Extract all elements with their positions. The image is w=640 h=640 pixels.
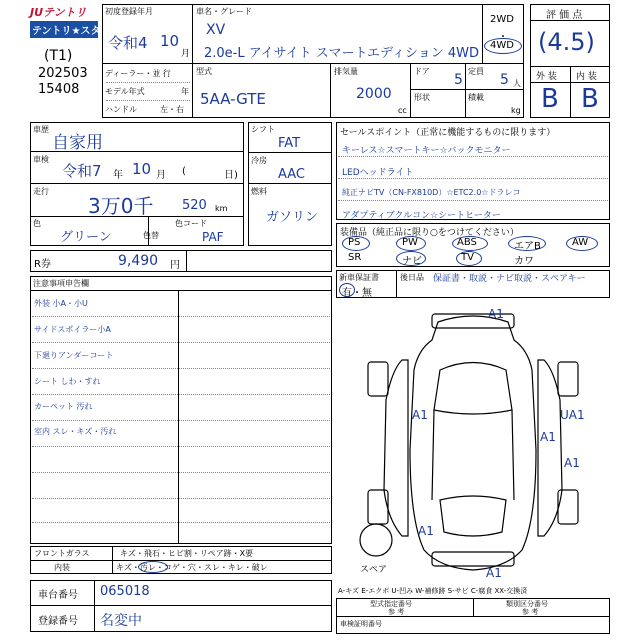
- score-ext: B: [541, 84, 559, 114]
- spare-label: スペア: [360, 565, 388, 575]
- shift-value: FAT: [278, 136, 301, 151]
- recycle-value: 9,490: [118, 253, 159, 269]
- warranty-label: 新車保証書: [339, 273, 379, 282]
- damage-legend: A-キズ E-エクボ U-凹み W-補修跡 S-サビ C-腐食 XX-交換済: [338, 587, 528, 595]
- capacity-unit: 人: [513, 79, 521, 88]
- equip-label: 装備品（純正品に限り○をつけてください）: [340, 228, 519, 238]
- lot-tag: (T1): [44, 48, 73, 64]
- shaken-era: 令和7: [62, 162, 102, 180]
- aircon-label: 冷房: [251, 156, 267, 165]
- fuel-value: ガソリン: [266, 210, 319, 225]
- handle-value: 左・右: [160, 105, 184, 114]
- shape-label: 形状: [414, 93, 430, 102]
- damage-mark-right-front: UA1: [560, 408, 585, 422]
- shaken-day-unit: 日): [224, 170, 238, 181]
- score-int-label: 内 装: [576, 72, 597, 82]
- installed-label: 後日品: [400, 273, 424, 282]
- equip-ps: PS: [348, 237, 361, 248]
- damage-mark-left-rear: A1: [418, 524, 434, 538]
- shaken-month-unit: 月: [156, 170, 166, 181]
- doors-label: ドア: [414, 67, 430, 76]
- load-label: 積載: [468, 93, 484, 102]
- drive-4wd: 4WD: [490, 40, 514, 51]
- color-value: グリーン: [60, 230, 112, 245]
- usage-label: 車歴: [33, 125, 49, 134]
- installed-value: 保証書・取説・ナビ取説・スペアキー: [433, 274, 586, 284]
- displacement-value: 2000: [356, 86, 392, 102]
- mileage-label: 走行: [33, 187, 49, 196]
- note-line-4: シート しわ・すれ: [34, 377, 101, 386]
- drive-2wd: 2WD: [490, 14, 514, 25]
- sales-line-4: アダプティブクルコン☆シートヒーター: [342, 211, 501, 221]
- recycle-unit: 円: [170, 260, 180, 271]
- lot-code: 202503: [38, 66, 88, 81]
- mileage-value: 3万0千: [88, 194, 154, 218]
- color-code-label: 色コード: [175, 219, 207, 228]
- load-unit: kg: [511, 106, 521, 115]
- model-year-label: モデル年式: [105, 87, 145, 96]
- aircon-value: AAC: [278, 167, 305, 182]
- mileage-sub: 520: [182, 198, 207, 213]
- reg-month-unit: 月: [181, 49, 191, 59]
- logo-line2: テントリ★スター: [30, 21, 98, 38]
- doors-value: 5: [454, 72, 463, 88]
- equip-sr: SR: [348, 252, 362, 263]
- note-line-5: カーペット 汚れ: [34, 402, 93, 411]
- car-grade: 2.0e-L アイサイト スマートエディション 4WD: [204, 46, 479, 61]
- note-line-6: 室内 スレ・キズ・汚れ: [34, 427, 117, 436]
- notes-label: 注意事項申告欄: [33, 279, 89, 288]
- shift-label: シフト: [251, 125, 275, 134]
- glass-value: キズ・飛石・ヒビ割・リペア跡・X要: [120, 549, 254, 558]
- recycle-box: [30, 250, 332, 272]
- sales-line-3: 純正ナビTV（CN-FX810D）☆ETC2.0☆ドラレコ: [342, 188, 521, 197]
- class-ref: 参 考: [522, 608, 539, 616]
- damage-mark-right-mid: A1: [540, 430, 556, 444]
- dealer-label: ディーラー・並 行: [105, 69, 171, 78]
- note-line-2: サイドスポイラー小A: [34, 325, 111, 334]
- glass-label: フロントガラス: [34, 549, 90, 558]
- shaken-label: 車検: [33, 155, 49, 164]
- mileage-unit: km: [215, 204, 228, 213]
- note-line-3: 下廻りアンダーコート: [34, 351, 114, 360]
- capacity-value: 5: [500, 72, 509, 88]
- note-line-1: 外装 小A・小U: [34, 299, 88, 308]
- capacity-label: 定員: [468, 67, 484, 76]
- equip-aw: AW: [572, 237, 589, 248]
- regnum-label: 登録番号: [38, 616, 78, 627]
- type-ref: 参 考: [388, 608, 405, 616]
- class-label: 類別区分番号: [506, 600, 548, 608]
- logo-line1: JUテントリ: [30, 6, 87, 19]
- score-value: (4.5): [538, 28, 595, 56]
- reg-month: 10: [160, 32, 180, 50]
- damage-mark-left-front: A1: [412, 408, 428, 422]
- shaken-year-unit: 年: [113, 170, 123, 181]
- car-label: 車名・グレード: [196, 7, 252, 16]
- interior-value: キズ・汚レ・コゲ・穴・スレ・キレ・破レ: [116, 563, 268, 572]
- model-year-unit: 年: [181, 87, 189, 96]
- shaken-day-open: (: [182, 166, 186, 177]
- color-label: 色: [33, 219, 41, 228]
- equip-tv: TV: [461, 252, 474, 263]
- model-value: 5AA-GTE: [200, 90, 266, 108]
- chassis-value: 065018: [100, 584, 150, 599]
- lot-number: 15408: [38, 82, 80, 97]
- score-label: 評 価 点: [546, 10, 583, 21]
- shaken-month: 10: [132, 160, 152, 178]
- type-label: 型式指定番号: [370, 600, 412, 608]
- logo: [30, 4, 111, 44]
- model-label: 型式: [196, 67, 212, 76]
- damage-mark-rear: A1: [486, 566, 502, 580]
- fuel-label: 燃料: [251, 187, 267, 196]
- regnum-value: 名変中: [100, 613, 142, 629]
- color-code: PAF: [202, 230, 224, 244]
- equip-pw: PW: [402, 237, 418, 248]
- equip-abs: ABS: [457, 237, 477, 248]
- damage-mark-right-rear: A1: [564, 456, 580, 470]
- equip-leather: カワ: [514, 256, 534, 267]
- chassis-label: 車台番号: [38, 590, 78, 601]
- sales-line-1: キーレス☆スマートキー☆バックモニター: [342, 146, 511, 156]
- interior-label: 内装: [54, 563, 70, 572]
- score-ext-label: 外 装: [536, 72, 557, 82]
- sales-line-2: LEDヘッドライト: [342, 168, 414, 178]
- color-change-label: 色替: [143, 231, 159, 240]
- drive-dot: ・: [498, 32, 508, 43]
- reg-label: 初度登録年月: [105, 7, 153, 16]
- equip-airbag: エアB: [514, 241, 541, 252]
- damage-mark-front: A1: [488, 307, 504, 321]
- displacement-label: 排気量: [334, 67, 358, 76]
- equip-navi: ナビ: [402, 256, 422, 267]
- car-diagram: [336, 300, 610, 582]
- car-name: XV: [206, 22, 226, 38]
- warranty-value: 有・無: [342, 288, 372, 299]
- cert-label: 車検証明番号: [340, 620, 382, 628]
- sales-label: セールスポイント（正常に機能するものに限ります）: [340, 128, 556, 138]
- reg-era: 令和4: [108, 34, 148, 52]
- recycle-label: R券: [34, 259, 51, 270]
- usage-value: 自家用: [52, 133, 103, 153]
- handle-label: ハンドル: [105, 105, 137, 114]
- displacement-unit: cc: [398, 106, 407, 115]
- score-int: B: [581, 84, 599, 114]
